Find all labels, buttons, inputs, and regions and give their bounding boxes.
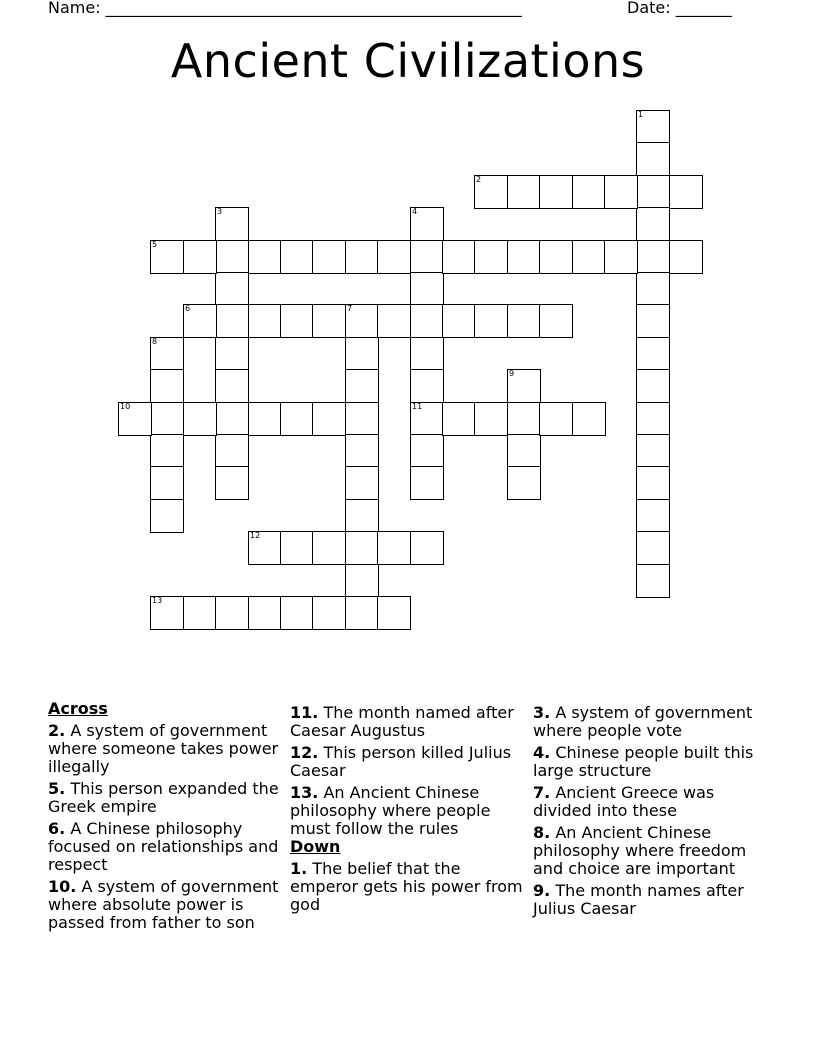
grid-cell[interactable] xyxy=(248,304,282,338)
grid-cell[interactable] xyxy=(442,240,476,274)
grid-cell[interactable] xyxy=(150,369,184,403)
clue-text: A system of government where people vote xyxy=(533,703,753,740)
clue-text: A system of government where absolute power is passed from father to son xyxy=(48,877,279,932)
section-heading-across: Across xyxy=(48,699,108,718)
grid-cell[interactable] xyxy=(215,207,249,241)
grid-cell[interactable] xyxy=(442,402,476,436)
grid-cell[interactable] xyxy=(215,596,249,630)
grid-cell[interactable] xyxy=(312,596,346,630)
clue-number: 13. xyxy=(290,783,319,802)
clue-item xyxy=(48,820,284,874)
grid-cell[interactable] xyxy=(636,531,670,565)
grid-cell[interactable] xyxy=(636,369,670,403)
grid-cell[interactable] xyxy=(572,240,606,274)
grid-cell[interactable] xyxy=(507,240,541,274)
clue-number: 11. xyxy=(290,703,319,722)
grid-cell[interactable] xyxy=(572,402,606,436)
grid-cell[interactable] xyxy=(410,402,444,436)
grid-cell[interactable] xyxy=(410,272,444,306)
clue-number: 13 xyxy=(152,596,163,605)
section-heading-down: Down xyxy=(290,837,341,856)
grid-cell[interactable] xyxy=(507,434,541,468)
grid-cell[interactable] xyxy=(669,175,703,209)
clue-text: The month names after Julius Caesar xyxy=(533,881,744,918)
grid-cell[interactable] xyxy=(280,596,314,630)
grid-cell[interactable] xyxy=(410,369,444,403)
grid-cell[interactable] xyxy=(312,240,346,274)
clue-number: 3 xyxy=(217,207,223,216)
grid-cell[interactable] xyxy=(604,175,638,209)
clue-item xyxy=(48,878,284,932)
grid-cell[interactable] xyxy=(636,207,670,241)
grid-cell[interactable] xyxy=(345,499,379,533)
grid-cell[interactable] xyxy=(215,466,249,500)
grid-cell[interactable] xyxy=(280,531,314,565)
clue-text: A Chinese philosophy focused on relationships and respect xyxy=(48,819,279,874)
grid-cell[interactable] xyxy=(539,402,573,436)
clue-item xyxy=(533,882,769,918)
grid-cell[interactable] xyxy=(312,304,346,338)
clue-number: 9 xyxy=(509,369,515,378)
grid-cell[interactable] xyxy=(636,337,670,371)
grid-cell[interactable] xyxy=(636,142,670,176)
grid-cell[interactable] xyxy=(442,304,476,338)
clue-number: 1 xyxy=(638,110,644,119)
clue-number: 5 xyxy=(152,240,158,249)
clue-item xyxy=(48,780,284,816)
grid-cell[interactable] xyxy=(280,304,314,338)
grid-cell[interactable] xyxy=(669,240,703,274)
grid-cell[interactable] xyxy=(118,402,152,436)
grid-cell[interactable] xyxy=(410,531,444,565)
grid-cell[interactable] xyxy=(345,531,379,565)
clue-number: 7. xyxy=(533,783,551,802)
grid-cell[interactable] xyxy=(636,564,670,598)
grid-cell[interactable] xyxy=(604,240,638,274)
grid-cell[interactable] xyxy=(345,564,379,598)
clues-column-3 xyxy=(533,700,769,918)
grid-cell[interactable] xyxy=(215,240,249,274)
clue-text: This person killed Julius Caesar xyxy=(290,743,512,780)
clue-number: 8. xyxy=(533,823,551,842)
grid-cell[interactable] xyxy=(150,434,184,468)
grid-cell[interactable] xyxy=(345,369,379,403)
grid-cell[interactable] xyxy=(636,499,670,533)
grid-cell[interactable] xyxy=(215,304,249,338)
clue-item xyxy=(533,784,769,820)
grid-cell[interactable] xyxy=(539,175,573,209)
grid-cell[interactable] xyxy=(636,304,670,338)
grid-cell[interactable] xyxy=(345,240,379,274)
grid-cell[interactable] xyxy=(539,304,573,338)
grid-cell[interactable] xyxy=(183,240,217,274)
grid-cell[interactable] xyxy=(345,402,379,436)
page-title: Ancient Civilizations xyxy=(170,34,646,88)
grid-cell[interactable] xyxy=(507,402,541,436)
clue-item xyxy=(533,704,769,740)
grid-cell[interactable] xyxy=(150,337,184,371)
grid-cell[interactable] xyxy=(345,304,379,338)
grid-cell[interactable] xyxy=(507,175,541,209)
grid-cell[interactable] xyxy=(150,596,184,630)
grid-cell[interactable] xyxy=(215,272,249,306)
clue-number: 2. xyxy=(48,721,66,740)
grid-cell[interactable] xyxy=(377,531,411,565)
grid-cell[interactable] xyxy=(215,434,249,468)
grid-cell[interactable] xyxy=(377,240,411,274)
grid-cell[interactable] xyxy=(312,531,346,565)
clue-number: 11 xyxy=(412,402,423,411)
clue-text: This person expanded the Greek empire xyxy=(48,779,279,816)
grid-cell[interactable] xyxy=(150,466,184,500)
clue-item xyxy=(290,860,526,914)
clue-number: 2 xyxy=(476,175,482,184)
grid-cell[interactable] xyxy=(248,531,282,565)
grid-cell[interactable] xyxy=(248,240,282,274)
grid-cell[interactable] xyxy=(636,240,670,274)
clue-text: Ancient Greece was divided into these xyxy=(533,783,715,820)
clue-item xyxy=(290,704,526,740)
clue-text: An Ancient Chinese philosophy where freedom and choice are important xyxy=(533,823,747,878)
clue-number: 12. xyxy=(290,743,319,762)
name-field-label[interactable]: Name: ____________________________________________________ xyxy=(48,0,522,17)
clue-number: 8 xyxy=(152,337,158,346)
grid-cell[interactable] xyxy=(636,110,670,144)
clue-number: 1. xyxy=(290,859,308,878)
clue-text: The belief that the emperor gets his power from god xyxy=(290,859,523,914)
clue-number: 3. xyxy=(533,703,551,722)
clue-number: 10. xyxy=(48,877,77,896)
clue-number: 5. xyxy=(48,779,66,798)
clue-text: A system of government where someone takes power illegally xyxy=(48,721,279,776)
grid-cell[interactable] xyxy=(636,402,670,436)
grid-cell[interactable] xyxy=(507,466,541,500)
grid-cell[interactable] xyxy=(215,402,249,436)
grid-cell[interactable] xyxy=(248,596,282,630)
grid-cell[interactable] xyxy=(345,466,379,500)
grid-cell[interactable] xyxy=(410,207,444,241)
grid-cell[interactable] xyxy=(345,434,379,468)
clue-item xyxy=(290,784,526,838)
grid-cell[interactable] xyxy=(150,240,184,274)
clues-column-1 xyxy=(48,700,284,932)
clue-number: 6. xyxy=(48,819,66,838)
grid-cell[interactable] xyxy=(410,466,444,500)
grid-cell[interactable] xyxy=(636,175,670,209)
clue-text: Chinese people built this large structure xyxy=(533,743,754,780)
clues-column-2 xyxy=(290,700,526,914)
grid-cell[interactable] xyxy=(572,175,606,209)
clue-text: An Ancient Chinese philosophy where people must follow the rules xyxy=(290,783,491,838)
grid-cell[interactable] xyxy=(377,596,411,630)
clue-number: 6 xyxy=(185,304,191,313)
grid-cell[interactable] xyxy=(150,499,184,533)
grid-cell[interactable] xyxy=(507,369,541,403)
grid-cell[interactable] xyxy=(474,402,508,436)
clue-number: 12 xyxy=(250,531,261,540)
grid-cell[interactable] xyxy=(636,466,670,500)
grid-cell[interactable] xyxy=(183,402,217,436)
grid-cell[interactable] xyxy=(150,402,184,436)
grid-cell[interactable] xyxy=(345,337,379,371)
clue-number: 9. xyxy=(533,881,551,900)
grid-cell[interactable] xyxy=(410,240,444,274)
clue-item xyxy=(48,722,284,776)
clue-number: 4. xyxy=(533,743,551,762)
date-field-label[interactable]: Date: _______ xyxy=(627,0,732,17)
clue-item xyxy=(290,744,526,780)
grid-cell[interactable] xyxy=(248,402,282,436)
grid-cell[interactable] xyxy=(636,434,670,468)
grid-cell[interactable] xyxy=(410,304,444,338)
grid-cell[interactable] xyxy=(474,304,508,338)
clue-text: The month named after Caesar Augustus xyxy=(290,703,514,740)
clue-number: 10 xyxy=(120,402,131,411)
grid-cell[interactable] xyxy=(377,304,411,338)
grid-cell[interactable] xyxy=(474,240,508,274)
clue-item xyxy=(533,824,769,878)
grid-cell[interactable] xyxy=(280,240,314,274)
grid-cell[interactable] xyxy=(280,402,314,436)
grid-cell[interactable] xyxy=(183,304,217,338)
grid-cell[interactable] xyxy=(183,596,217,630)
clue-item xyxy=(533,744,769,780)
clue-number: 7 xyxy=(347,304,353,313)
grid-cell[interactable] xyxy=(215,369,249,403)
grid-cell[interactable] xyxy=(507,304,541,338)
grid-cell[interactable] xyxy=(474,175,508,209)
clue-number: 4 xyxy=(412,207,418,216)
grid-cell[interactable] xyxy=(410,434,444,468)
grid-cell[interactable] xyxy=(636,272,670,306)
grid-cell[interactable] xyxy=(345,596,379,630)
grid-cell[interactable] xyxy=(539,240,573,274)
grid-cell[interactable] xyxy=(215,337,249,371)
grid-cell[interactable] xyxy=(312,402,346,436)
grid-cell[interactable] xyxy=(410,337,444,371)
